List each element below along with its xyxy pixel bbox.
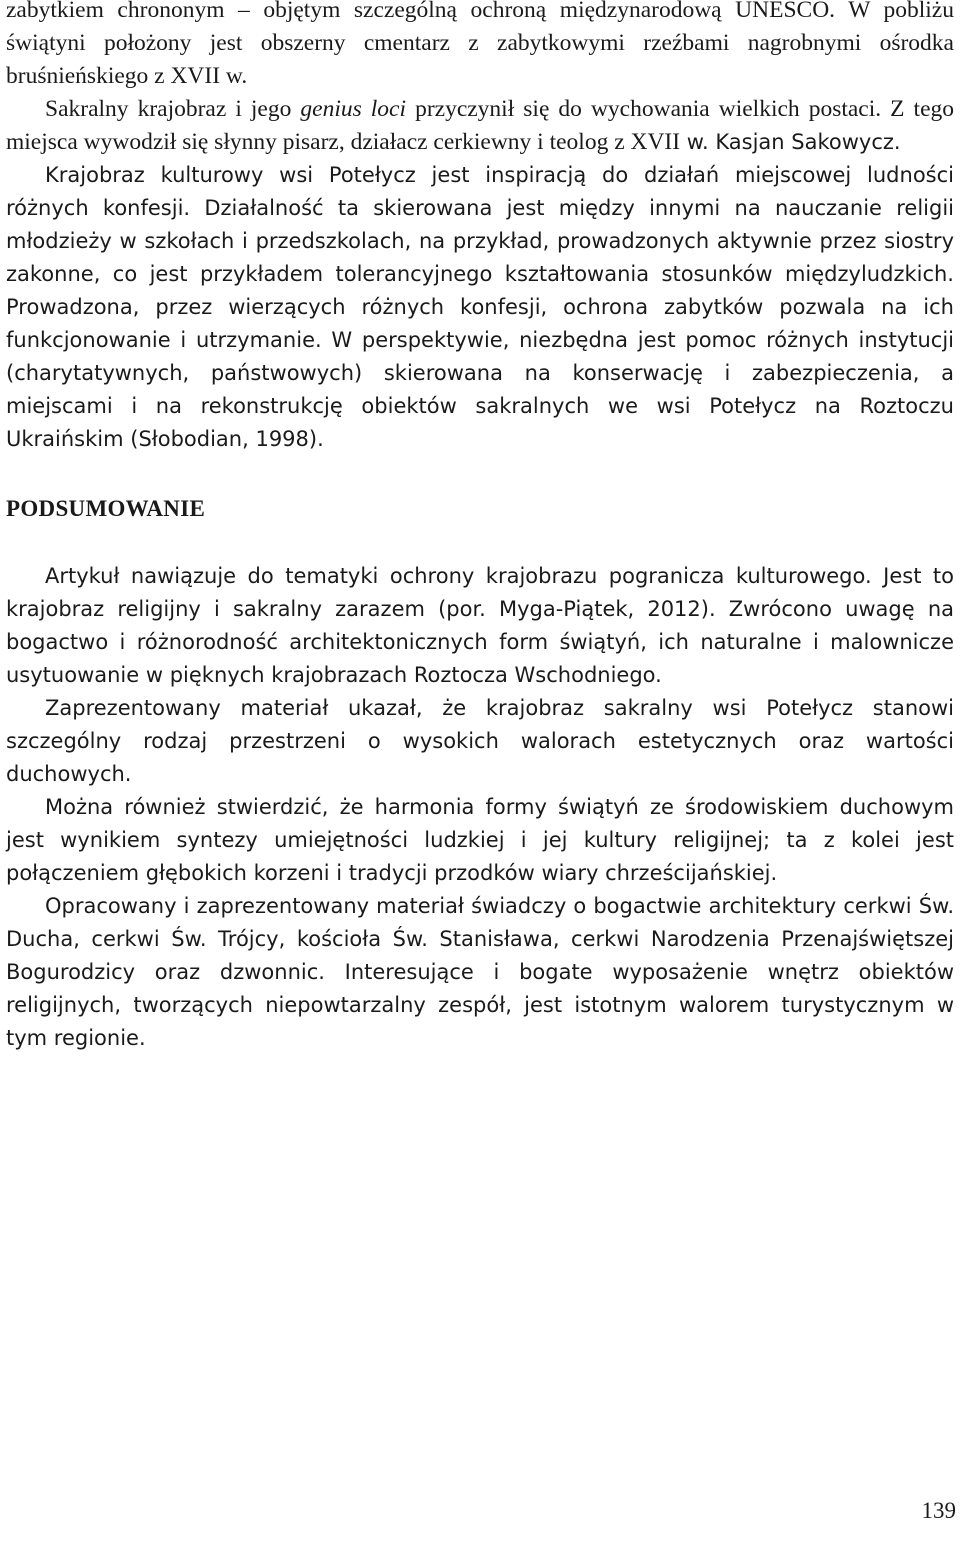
page-number: 139 bbox=[921, 1498, 956, 1523]
paragraph-text-start: Sakralny krajobraz i jego bbox=[45, 96, 301, 122]
paragraph-cultural-landscape bbox=[6, 159, 954, 456]
paragraph-text: zabytkiem chrononym – objętym szczególną ochroną międzynarodową UNESCO. W pobliżu świątyni położony jest obszerny cmentarz z zabytkowymi rzeźbami nagrobnymi ośrodka bruśnieńskiego z XVII w. bbox=[6, 0, 954, 89]
paragraph-text: Zaprezentowany materiał ukazał, że krajobraz sakralny wsi Potełycz stanowi szczególny rodzaj przestrzeni o wysokich walorach estetycznych oraz wartości duchowych. bbox=[6, 696, 954, 786]
paragraph-text: Można również stwierdzić, że harmonia formy świątyń ze środowiskiem duchowym jest wynikiem syntezy umiejętności ludzkiej i jej kultury religijnej; ta z kolei jest połączeniem głębokich korzeni i tradycji przodków wiary chrześcijańskiej. bbox=[6, 795, 954, 885]
paragraph-text-middle: przyczynił się do wychowania wielkich postaci. Z tego miejsca wywodził się słynny pisarz, działacz cerkiewny i teolog z XVII bbox=[6, 96, 955, 155]
paragraph-text: Opracowany i zaprezentowany materiał świadczy o bogactwie architektury cerkwi Św. Ducha, cerkwi Św. Trójcy, kościoła Św. Stanisława, cerkwi Narodzenia Przenajświętszej Bogurodzicy oraz dzwonnic. Interesujące i bogate wyposażenie wnętrz obiektów religijnych, tworzących niepowtarzalny zespół, jest istotnym walorem turystycznym w tym regionie. bbox=[6, 894, 954, 1050]
section-heading: PODSUMOWANIE bbox=[6, 496, 206, 521]
paragraph-genius-loci bbox=[6, 93, 954, 159]
paragraph-unesco bbox=[6, 0, 954, 93]
summary-paragraph-1 bbox=[6, 560, 954, 692]
paragraph-text-end: w. Kasjan Sakowycz. bbox=[680, 130, 901, 154]
paragraph-text: Krajobraz kulturowy wsi Potełycz jest inspiracją do działań miejscowej ludności różnych konfesji. Działalność ta skierowana jest między innymi na nauczanie religii młodzieży w szkołach i przedszkolach, na przykład, prowadzonych aktywnie przez siostry zakonne, co jest przykładem tolerancyjnego kształtowania stosunków międzyludzkich. Prowadzona, przez wierzących różnych konfesji, ochrona zabytków pozwala na ich funkcjonowanie i utrzymanie. W perspektywie, niezbędna jest pomoc różnych instytucji (charytatywnych, państwowych) skierowana na konserwację i zabezpieczenia, a miejscami i na rekonstrukcję obiektów sakralnych we wsi Potełycz na Roztoczu Ukraińskim (Słobodian, 1998). bbox=[6, 163, 954, 451]
italic-term: genius loci bbox=[300, 96, 407, 122]
document-page bbox=[6, 0, 954, 1055]
summary-paragraph-2 bbox=[6, 692, 954, 791]
paragraph-text: Artykuł nawiązuje do tematyki ochrony krajobrazu pogranicza kulturowego. Jest to krajobraz religijny i sakralny zarazem (por. Myga-Piątek, 2012). Zwrócono uwagę na bogactwo i różnorodność architektonicznych form świątyń, ich naturalne i malownicze usytuowanie w pięknych krajobrazach Roztocza Wschodniego. bbox=[6, 564, 954, 687]
summary-paragraph-4 bbox=[6, 890, 954, 1055]
summary-paragraph-3 bbox=[6, 791, 954, 890]
